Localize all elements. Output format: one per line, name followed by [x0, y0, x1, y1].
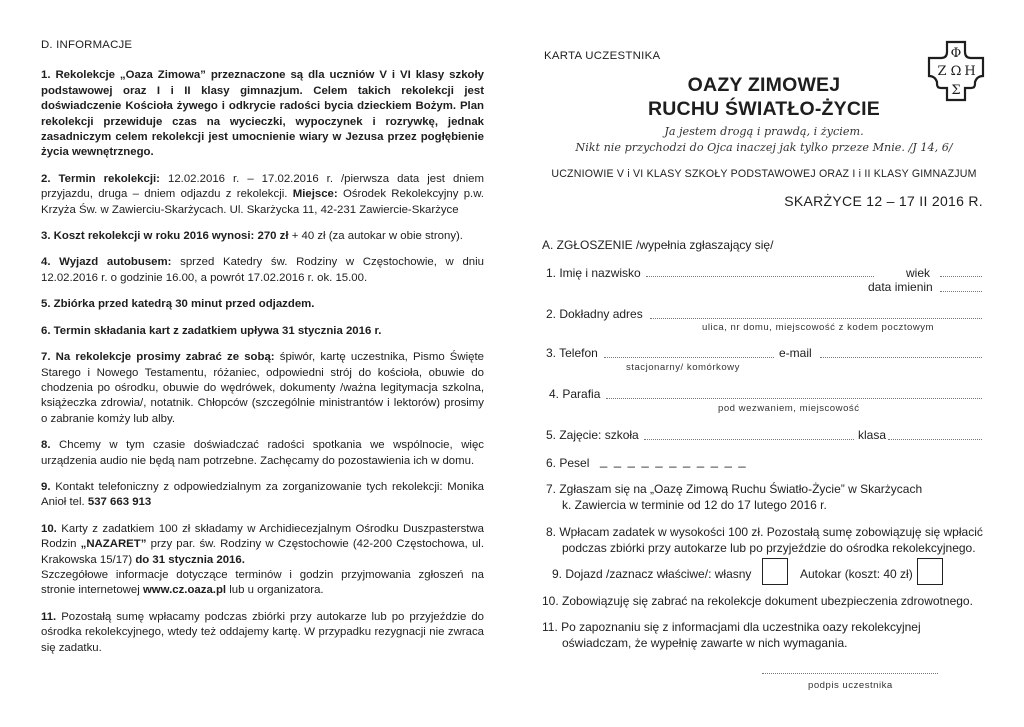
age-input-line[interactable]: [940, 276, 982, 277]
logo-omega: Ω: [950, 64, 962, 79]
info-item-4: 4. Wyjazd autobusem: sprzed Katedry św. Rodziny w Częstochowie, w dniu 12.02.2016 r. o godzinie 16.00, a powrót 17.02.2016 r. ok. 15.00.: [41, 256, 484, 284]
address-hint: ulica, nr domu, miejscowość z kodem pocztowym: [702, 322, 935, 333]
class-input-line[interactable]: [888, 439, 982, 440]
field-label-phone: 3. Telefon: [546, 346, 598, 360]
field-label-class: klasa: [858, 428, 887, 442]
declaration-7-line-1: 7. Zgłaszam się na „Oazę Zimową Ruchu Światło-Życie” w Skarżycach: [546, 482, 923, 496]
field-label-age: wiek: [906, 266, 931, 280]
info-item-9: 9. Kontakt telefoniczny z odpowiedzialnym za zorganizowanie tych rekolekcji: Monika Anioł tel. 537 663 913: [41, 480, 484, 509]
info-item-2: 2. Termin rekolekcji: 12.02.2016 r. – 17.02.2016 r. /pierwsza data jest dniem przyjazdu, druga – dniem odjazdu z rekolekcji. Miejsce: Ośrodek Rekolekcyjny p.w. Krzyża Św. w Zawierciu-Skarżycach. Ul. Skarżycka 11, 42-231 Zawiercie-Skarżyce: [41, 172, 484, 216]
info-item-6: 6. Termin składania kart z zadatkiem upływa 31 stycznia 2016 r.: [41, 324, 382, 337]
field-label-address: 2. Dokładny adres: [546, 307, 643, 321]
address-input-line[interactable]: [650, 318, 982, 319]
info-column: [41, 38, 484, 667]
info-item-10-details: Szczegółowe informacje dotyczące terminów i godzin przyjmowania zgłoszeń na stronie internetowej www.cz.oaza.pl lub u organizatora.: [41, 568, 484, 597]
phone-input-line[interactable]: [604, 357, 774, 358]
field-label-name: 1. Imię i nazwisko: [546, 266, 641, 280]
email-input-line[interactable]: [820, 357, 982, 358]
form-section-heading: A. ZGŁOSZENIE /wypełnia zgłaszający się/: [542, 238, 774, 252]
bible-quote-line-2: Nikt nie przychodzi do Ojca inaczej jak tylko przeze Mnie. /J 14, 6/: [575, 141, 953, 154]
info-item-7: 7. Na rekolekcje prosimy zabrać ze sobą: śpiwór, kartę uczestnika, Pismo Święte Starego i Nowego Testamentu, różaniec, odpowiedni strój do kościoła, obuwie do chodzenia po ośrodku, obuwie do wędrówek, dokumenty /ważna legitymacja szkolna, książeczka zdrowia/, notatnik. Chłopców (szczególnie ministrantów i lektorów) prosimy o zabranie komży lub alby.: [41, 351, 485, 425]
phone-hint: stacjonarny/ komórkowy: [626, 362, 740, 373]
field-label-transport: 9. Dojazd /zaznacz właściwe/: własny: [552, 567, 752, 581]
own-transport-checkbox[interactable]: [762, 558, 788, 585]
parish-hint: pod wezwaniem, miejscowość: [718, 403, 860, 414]
nameday-input-line[interactable]: [940, 291, 982, 292]
card-label: KARTA UCZESTNIKA: [544, 50, 661, 62]
field-label-school: 5. Zajęcie: szkoła: [546, 428, 639, 442]
field-label-nameday: data imienin: [868, 280, 933, 294]
bus-transport-checkbox[interactable]: [917, 558, 943, 585]
info-item-3: 3. Koszt rekolekcji w roku 2016 wynosi: 270 zł + 40 zł (za autokar w obie strony).: [41, 230, 463, 243]
bible-quote-line-1: Ja jestem drogą i prawdą, i życiem.: [664, 125, 864, 138]
info-item-10: 10. Karty z zadatkiem 100 zł składamy w Archidiecezjalnym Ośrodku Duszpasterstwa Rodzin „NAZARET” przy par. św. Rodziny w Częstochowie (42-200 Częstochowa, ul. Krakowska 15/17) do 31 stycznia 2016.: [41, 522, 485, 566]
info-item-5: 5. Zbiórka przed katedrą 30 minut przed odjazdem.: [41, 298, 315, 311]
field-label-email: e-mail: [779, 346, 812, 360]
logo-phi: Φ: [950, 46, 962, 61]
card-title-line-1: OAZY ZIMOWEJ: [687, 74, 841, 96]
school-input-line[interactable]: [644, 439, 854, 440]
field-label-pesel: 6. Pesel: [546, 456, 590, 470]
declaration-8-line-1: 8. Wpłacam zadatek w wysokości 100 zł. Pozostałą sumę zobowiązuję się wpłacić: [546, 525, 983, 539]
info-item-1: 1. Rekolekcje „Oaza Zimowa” przeznaczone są dla uczniów V i VI klasy szkoły podstawowej oraz I i II klasy gimnazjum. Celem takich rekolekcji jest doświadczenie Kościoła żywego i odkrycie radości bycia dzieckiem Bożym. Plan rekolekcji przewiduje czas na wycieczki, wypoczynek i rozrywkę, jednak zasadniczym celem rekolekcji jest umocnienie wiary w Jezusa przez pogłębienie życia wewnętrznego.: [41, 69, 484, 159]
signature-label: podpis uczestnika: [808, 680, 893, 691]
registration-card: [534, 0, 1004, 727]
logo-sigma: Σ: [951, 83, 961, 98]
audience-line: UCZNIOWIE V i VI KLASY SZKOŁY PODSTAWOWEJ ORAZ I i II KLASY GIMNAZJUM: [551, 168, 977, 180]
name-input-line[interactable]: [646, 276, 874, 277]
declaration-11-line-1: 11. Po zapoznaniu się z informacjami dla uczestnika oazy rekolekcyjnej: [542, 620, 921, 634]
info-item-8: 8. Chcemy w tym czasie doświadczać radości spotkania we wspólnocie, więc urządzenia audio nie będą nam potrzebne. Zachęcamy do pozostawienia ich w domu.: [41, 439, 484, 467]
info-item-11: 11. Pozostałą sumę wpłacamy podczas zbiórki przy autokarze lub po przyjeździe do ośrodka rekolekcyjnego, wtedy też oddajemy kartę. W przypadku rezygnacji nie zwraca się zadatku.: [41, 610, 484, 654]
info-heading: D. INFORMACJE: [41, 39, 133, 51]
place-and-date: SKARŻYCE 12 – 17 II 2016 R.: [784, 193, 983, 209]
declaration-8-line-2: podczas zbiórki przy autokarze lub po przyjeździe do ośrodka rekolekcyjnego.: [562, 541, 976, 555]
logo-zeta: Ζ: [937, 64, 947, 79]
declaration-7-line-2: k. Zawiercia w terminie od 12 do 17 lutego 2016 r.: [562, 498, 827, 512]
card-title-line-2: RUCHU ŚWIATŁO-ŻYCIE: [647, 98, 880, 120]
declaration-11-line-2: oświadczam, że wypełnię zawarte w nich wymagania.: [562, 636, 848, 650]
declaration-10: 10. Zobowiązuję się zabrać na rekolekcje dokument ubezpieczenia zdrowotnego.: [542, 594, 973, 608]
pesel-input[interactable]: _ _ _ _ _ _ _ _ _ _ _: [600, 453, 748, 468]
field-label-bus-option: Autokar (koszt: 40 zł): [800, 567, 913, 581]
logo-eta: Η: [964, 64, 976, 79]
field-label-parish: 4. Parafia: [549, 387, 601, 401]
signature-line[interactable]: [762, 673, 938, 674]
parish-input-line[interactable]: [606, 398, 982, 399]
